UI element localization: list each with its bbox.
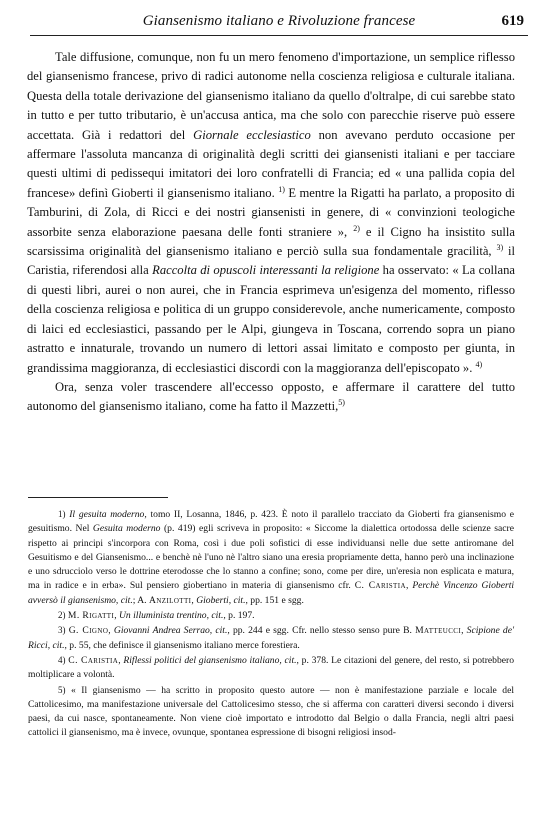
footnote-3 [28,623,514,653]
fn3-part: , [461,625,467,637]
page-number: 619 [501,13,524,29]
fn2-part: , p. 197. [223,610,255,622]
fn1-part: , [191,594,197,606]
fn4-part: , [118,654,124,666]
fn1-part: , [405,580,413,592]
p1-text-h: ha osservato: « La collana di questi libri, aurei o non aurei, che in Francia esprimeva un'esigenza del momento, riflesso della coscienza religiosa e politica di un gruppo considerevole, anche numericamente, composto di laici ed ecclesiastici, passando per le Alpi, giungeva in Toscana, correndo sopra un piano astratto e innaturale, trovando un numero di lettori assai limitato e composto per giunta, in grandissima maggioranza, di ecclesiastici discordi con la maggioranza dell'episcopato ». [27,263,515,375]
fn1-part: Gioberti, cit. [196,594,246,606]
fn3-part: Scipione de' Ricci, cit. [28,625,514,651]
paragraph-2 [27,378,515,417]
footnote-ref-2: 2) [353,223,360,233]
fn4-part: , p. 378. Le citazioni del genere, del resto, si potrebbero moltiplicare a volontà. [28,654,515,681]
fn2-part: , [114,610,119,622]
fn3-part: , pp. 244 e sgg. Cfr. nello stesso senso pure B. [227,625,416,637]
fn1-part: Il gesuita moderno [69,509,145,520]
p1-collection-title: Raccolta di opuscoli interessanti la religione [152,263,380,278]
footnote-2-number: 2) [58,610,66,621]
fn5-part: « Il giansenismo — ha scritto in proposito questo autore — non è manifestazione parziale e locale del Cattolicesimo, ma manifestazione universale del Cattolicesimo stesso, che si afferma con caratteri diversi secondo i diversi paesi, da cui nasce, spontaneamente. Non viene cioè importato e introdotto dal Belgio o dalla Francia, negli altri paesi cattolici il giansenismo, ma è invece, ovunque, spontanea espressione di bisogni religiosi insod- [28,684,514,739]
p1-text-a: Tale diffusione, comunque, non fu un mero fenomeno d'importazione, un semplice riflesso del giansenismo francese, privo di radici autonome nella coscienza religiosa e culturale italiana. Questa della totale derivazione del giansenismo italiano da quello d'oltralpe, di cui sarebbe stato in tutto e per tutto tributario, è un'accusa antica, ma che solo con parecchie riserve può essere accettata. Già i redattori del [27,50,515,142]
fn1-author: C. Caristia [354,580,406,592]
footnote-2 [28,608,514,623]
footnote-4-number: 4) [58,654,66,665]
p1-text-e: e il Cigno ha insistito sulla scarsissima originalità del giansenismo italiano e perciò sulla sua fondamentale gracilità, [27,224,515,259]
fn3-part: Giovanni Andrea Serrao, cit. [113,625,228,637]
footnote-5 [28,683,514,741]
fn3-author: Matteucci [415,625,462,637]
p1-text-c: non avevano perduto occasione per affermare l'assoluta mancanza di originalità degli scritti dei giansenisti italiani e per tacciare questi ultimi di pedissequi imitatori dei loro confratelli di Francia; ed « una pallida copia del francese» definì Gioberti il giansenismo italiano. [27,127,515,200]
fn4-author: C. Caristia [68,654,119,666]
fn4-part: Riflessi politici del giansenismo italiano, cit. [123,654,297,666]
fn3-part: , p. 55, che definisce il giansenismo italiano merce forestiera. [64,639,300,651]
fn1-part: Gesuita moderno [92,523,161,535]
fn3-part: , [108,625,114,637]
footnote-ref-4: 4) [475,359,483,369]
fn1-author: Anzilotti [148,594,192,606]
footnote-separator [28,497,168,498]
footnote-4 [28,653,514,683]
p1-text-f: il Caristia, riferendosi alla [27,244,515,278]
fn2-author: M. Rigatti [67,610,115,622]
paragraph-1 [27,48,515,378]
footnotes [28,507,514,741]
fn1-part: ; A. [132,594,149,606]
fn1-part: , tomo II, Losanna, 1846, p. 423. È noto il parallelo tracciato da Gioberti fra giansenismo e gesuitismo. Nel [28,509,514,535]
p1-text-d: E mentre la Rigatti ha parlato, a proposito di Tamburini, di Zola, di Ricci e dei nostri giansenisti in genere, di « convinzioni teologiche assorbite senza elaborazione paesana delle fonti straniere », [27,185,516,239]
running-title: Giansenismo italiano e Rivoluzione francese [142,13,416,29]
footnote-ref-3: 3) [496,243,504,253]
footnote-1-number: 1) [58,509,66,519]
fn3-author: G. Cigno [68,625,109,637]
footnote-1 [28,507,514,608]
footnote-5-number: 5) [58,684,66,695]
p2-text-a: Ora, senza voler trascendere all'eccesso opposto, e affermare il carattere del tutto autonomo del giansenismo italiano, come ha fatto il Mazzetti, [27,379,515,414]
main-text [27,48,515,417]
fn1-part: , pp. 151 e sgg. [245,594,304,606]
fn2-part: Un illuminista trentino, cit. [118,610,224,622]
page-header [30,13,528,37]
footnote-ref-5: 5) [338,398,345,408]
fn1-part: Perchè Vincenzo Gioberti avversò il giansenismo, cit. [28,580,515,606]
header-rule [30,35,528,36]
footnote-3-number: 3) [58,625,66,636]
fn1-part: (p. 419) egli scriveva in proposito: « Siccome la dialettica ortodossa delle scienze sacre rispetto ai principi s'incorpora con Roma, così i due poli sofistici di esse individuansi nelle due sette antiromane del Gesuitismo e del Giansenismo... e benchè nè l'uno nè l'altro siano una eresia propriamente detta, hanno però una inclinazione e uno sdrucciolo verso le dottrine eterodosse che lo stanno a confine; sono, come per dire, un'eresia non esplicata e matura, ma in radice e in erba». Sul pensiero giobertiano in materia di giansenismo cfr. [28,523,514,592]
footnote-ref-1: 1) [278,184,285,194]
p1-journal-title: Giornale ecclesiastico [193,127,311,142]
